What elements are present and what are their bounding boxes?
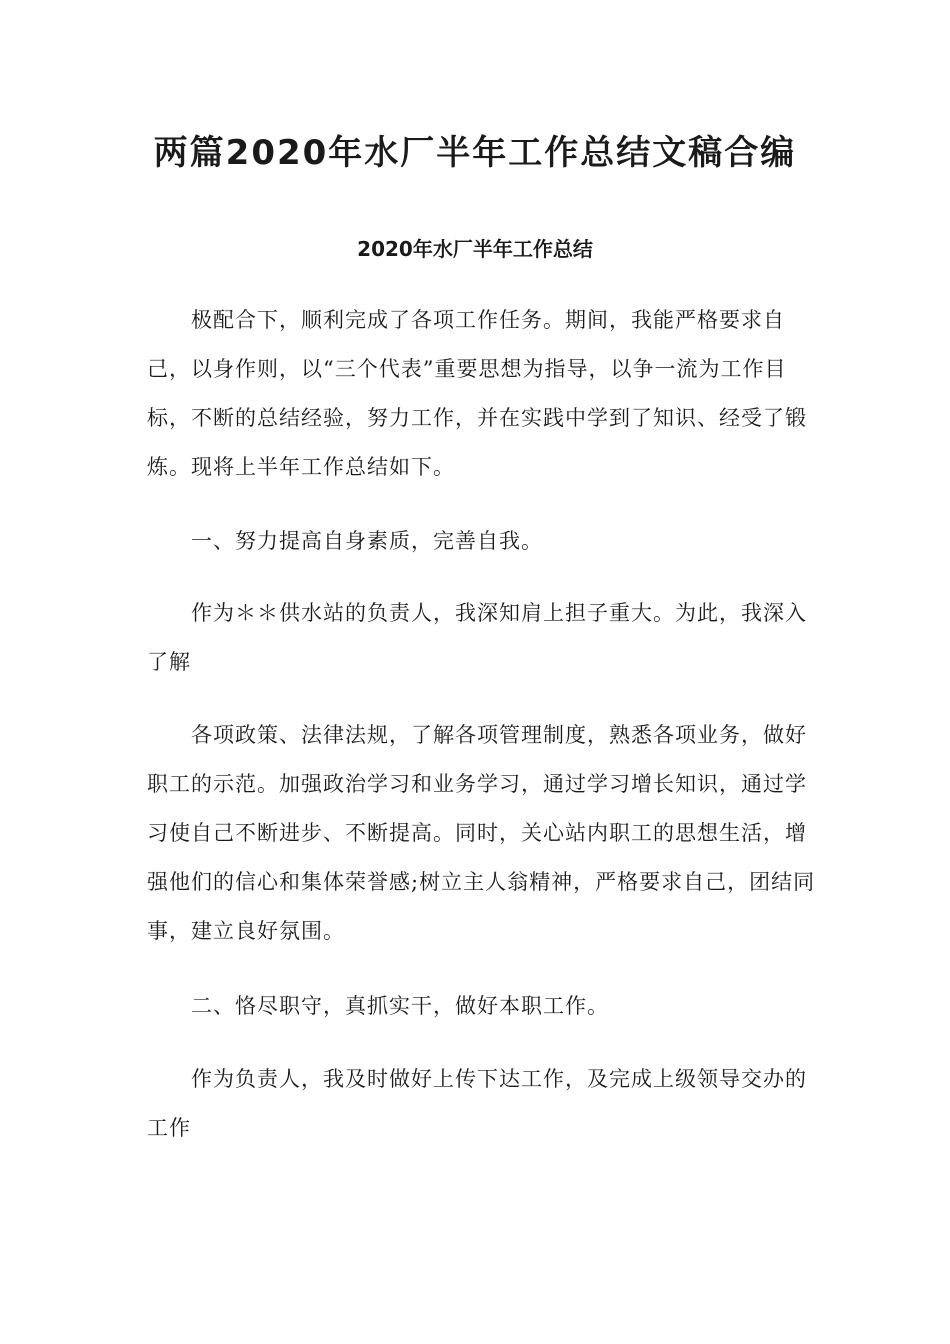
section-title: 2020年水厂半年工作总结 <box>357 237 593 261</box>
paragraph-duties: 作为负责人，我及时做好上传下达工作，及完成上级领导交办的工作 <box>147 1067 807 1140</box>
paragraph-study: 各项政策、法律法规，了解各项管理制度，熟悉各项业务，做好职工的示范。加强政治学习和业务学习，通过学习增长知识，通过学习使自己不断进步、不断提高。同时，关心站内职工的思想生活，增强他们的信心和集体荣誉感;树立主人翁精神，严格要求自己，团结同事，建立良好氛围。 <box>147 723 816 943</box>
paragraph-responsibility: 作为＊＊供水站的负责人，我深知肩上担子重大。为此，我深入了解 <box>147 601 807 674</box>
heading-part-one: 一、努力提高自身素质，完善自我。 <box>191 529 543 553</box>
heading-part-two: 二、恪尽职守，真抓实干，做好本职工作。 <box>191 994 609 1018</box>
paragraph-intro: 极配合下，顺利完成了各项工作任务。期间，我能严格要求自己，以身作则，以“三个代表”重要思想为指导，以争一流为工作目标，不断的总结经验，努力工作，并在实践中学到了知识、经受了锻炼。现将上半年工作总结如下。 <box>147 308 807 479</box>
document-title: 两篇2020年水厂半年工作总结文稿合编 <box>153 133 797 173</box>
